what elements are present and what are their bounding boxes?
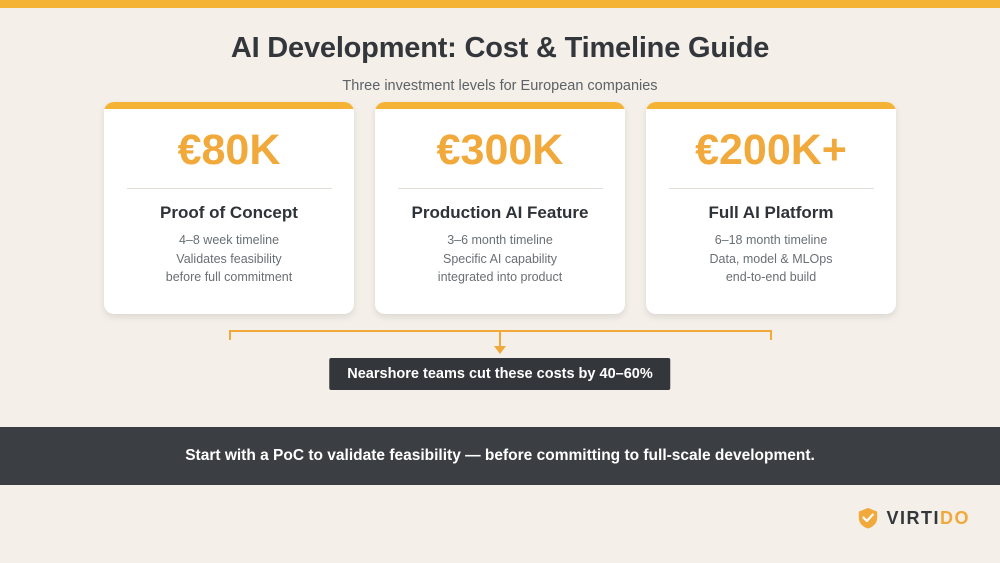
brand-name-first: VIRTI bbox=[886, 507, 940, 528]
card-title: Proof of Concept bbox=[160, 203, 298, 223]
connector-right-tick bbox=[770, 330, 772, 340]
page-title: AI Development: Cost & Timeline Guide bbox=[230, 32, 770, 64]
card-price: €80K bbox=[177, 126, 281, 174]
brand-logo bbox=[857, 507, 970, 529]
card-divider bbox=[398, 188, 603, 189]
pricing-card bbox=[646, 102, 896, 314]
card-detail-line: integrated into product bbox=[437, 270, 563, 285]
page-subtitle: Three investment levels for European companies bbox=[342, 78, 658, 94]
check-badge-icon bbox=[857, 507, 879, 529]
card-detail-line: before full commitment bbox=[165, 270, 293, 285]
connector-left-tick bbox=[229, 330, 231, 340]
top-accent-bar bbox=[0, 0, 1000, 8]
card-price: €200K+ bbox=[695, 126, 847, 174]
pricing-cards bbox=[104, 102, 896, 314]
pricing-card bbox=[375, 102, 625, 314]
callout-badge: Nearshore teams cut these costs by 40–60% bbox=[329, 358, 670, 390]
brand-name-second: DO bbox=[940, 507, 970, 528]
card-details bbox=[122, 231, 336, 287]
banner-text: Start with a PoC to validate feasibility — before committing to full-scale development. bbox=[185, 447, 815, 464]
card-divider bbox=[127, 188, 332, 189]
card-title: Full AI Platform bbox=[708, 203, 834, 223]
bottom-banner bbox=[0, 427, 1000, 485]
card-detail-line: 3–6 month timeline bbox=[447, 233, 553, 248]
card-divider bbox=[669, 188, 874, 189]
card-title: Production AI Feature bbox=[411, 203, 589, 223]
card-detail-line: Validates feasibility bbox=[176, 251, 282, 266]
slide-stage bbox=[0, 8, 1000, 423]
card-detail-line: end-to-end build bbox=[725, 270, 817, 285]
card-price: €300K bbox=[436, 126, 564, 174]
pricing-card bbox=[104, 102, 354, 314]
card-detail-line: Data, model & MLOps bbox=[709, 251, 833, 266]
footer bbox=[0, 485, 1000, 563]
card-details bbox=[664, 231, 878, 287]
card-detail-line: Specific AI capability bbox=[443, 251, 557, 266]
card-detail-line: 6–18 month timeline bbox=[714, 233, 828, 248]
card-detail-line: 4–8 week timeline bbox=[178, 233, 280, 248]
card-accent-bar bbox=[646, 102, 896, 109]
brand-name bbox=[886, 508, 970, 529]
card-details bbox=[393, 231, 607, 287]
card-accent-bar bbox=[375, 102, 625, 109]
arrow-down-icon bbox=[494, 346, 506, 354]
card-accent-bar bbox=[104, 102, 354, 109]
